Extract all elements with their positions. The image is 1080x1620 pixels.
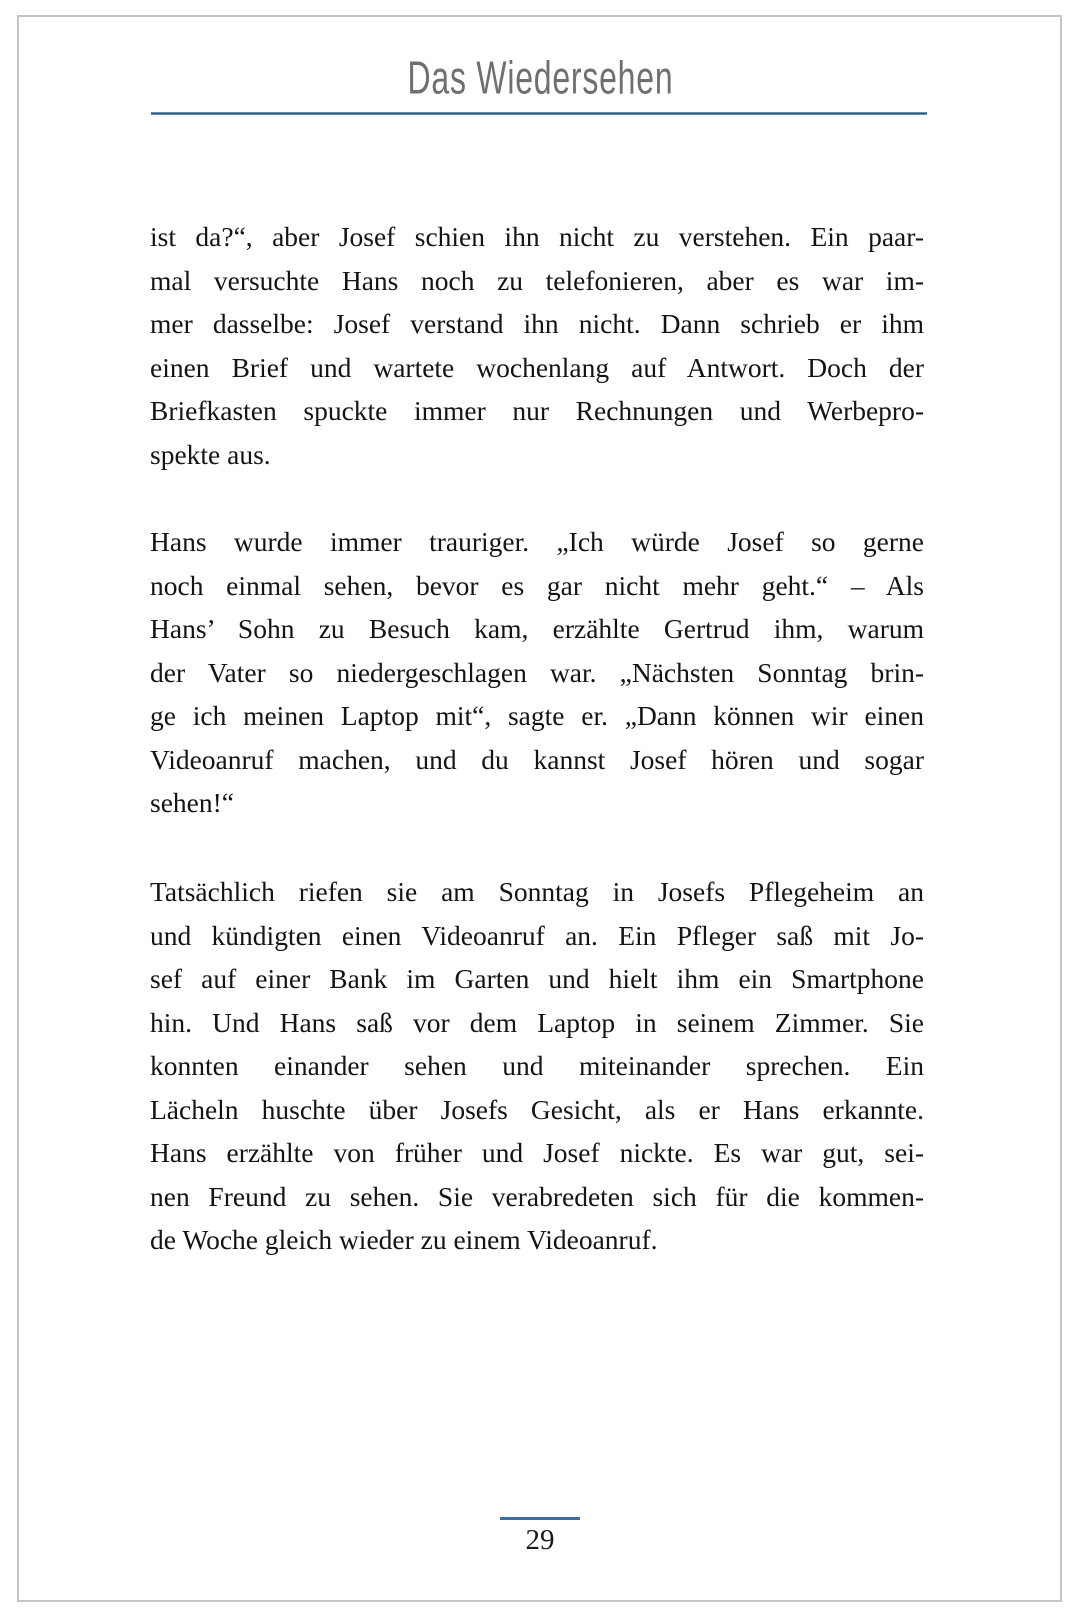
text-line: Hans wurde immer trauriger. „Ich würde Josef so gerne — [150, 526, 924, 557]
text-line: sehen!“ — [150, 787, 234, 818]
text-line: Hans erzählte von früher und Josef nickte. Es war gut, sei- — [150, 1137, 924, 1168]
text-line: noch einmal sehen, bevor es gar nicht mehr geht.“ – Als — [150, 569, 924, 601]
text-line: mer dasselbe: Josef verstand ihn nicht. Dann schrieb er ihm — [150, 308, 924, 339]
text-line: ist da?“, aber Josef schien ihn nicht zu verstehen. Ein paar- — [150, 221, 924, 252]
page-header — [0, 52, 1080, 104]
text-line: Briefkasten spuckte immer nur Rechnungen und Werbepro- — [150, 395, 924, 426]
text-line: nen Freund zu sehen. Sie verabredeten sich für die kommen- — [150, 1180, 924, 1212]
text-line: spekte aus. — [150, 438, 271, 470]
text-line: hin. Und Hans saß vor dem Laptop in seinem Zimmer. Sie — [150, 1006, 924, 1038]
text-line: Tatsächlich riefen sie am Sonntag in Josefs Pflegeheim an — [150, 876, 924, 907]
text-line: Lächeln huschte über Josefs Gesicht, als er Hans erkannte. — [150, 1093, 924, 1125]
header-rule — [151, 112, 927, 115]
text-line: ge ich meinen Laptop mit“, sagte er. „Dann können wir einen — [150, 700, 924, 731]
text-line: Videoanruf machen, und du kannst Josef hören und sogar — [150, 743, 924, 775]
text-line: konnten einander sehen und miteinander sprechen. Ein — [150, 1050, 924, 1081]
paragraph-1 — [150, 215, 924, 476]
text-line: de Woche gleich wieder zu einem Videoanruf. — [150, 1224, 658, 1255]
page-number: 29 — [525, 1524, 555, 1556]
chapter-title: Das Wiedersehen — [407, 52, 673, 104]
text-line: sef auf einer Bank im Garten und hielt ihm ein Smartphone — [150, 963, 924, 994]
text-line: mal versuchte Hans noch zu telefonieren, aber es war im- — [150, 264, 924, 296]
text-line: der Vater so niedergeschlagen war. „Nächsten Sonntag brin- — [150, 656, 924, 688]
text-line: und kündigten einen Videoanruf an. Ein Pfleger saß mit Jo- — [150, 919, 924, 951]
footer-rule — [500, 1517, 580, 1520]
paragraph-3 — [150, 870, 924, 1262]
text-line: einen Brief und wartete wochenlang auf Antwort. Doch der — [150, 351, 924, 383]
paragraph-2 — [150, 520, 924, 825]
text-line: Hans’ Sohn zu Besuch kam, erzählte Gertrud ihm, warum — [150, 613, 924, 644]
